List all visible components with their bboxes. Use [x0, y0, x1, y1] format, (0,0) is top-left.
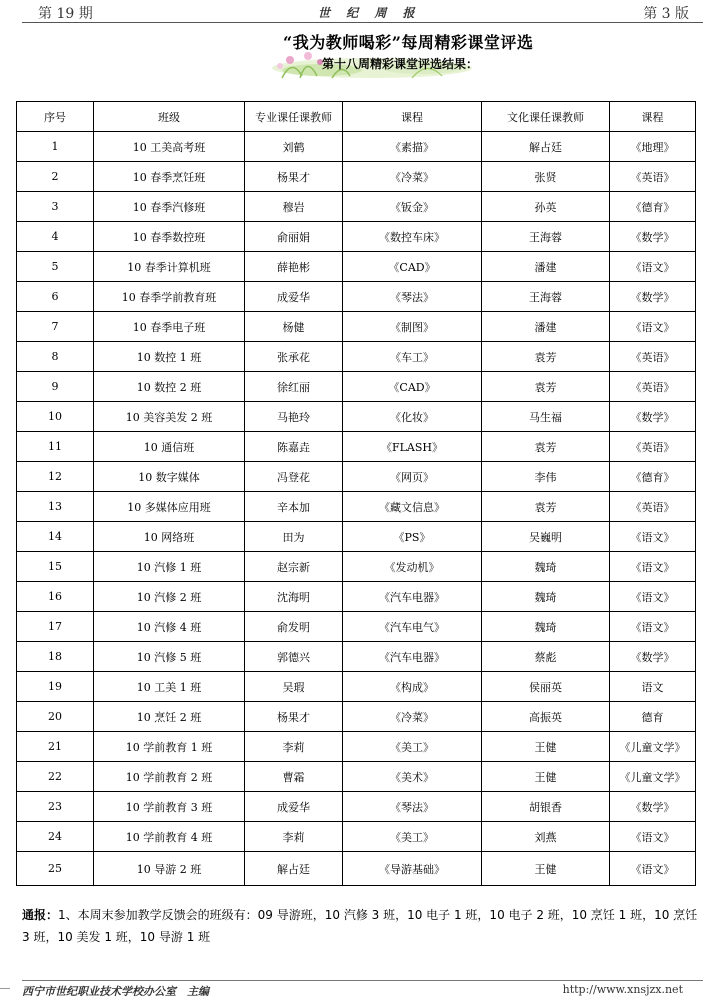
- table-cell: 郭德兴: [245, 642, 343, 672]
- table-row: [17, 672, 696, 702]
- table-cell: 薛艳彬: [245, 252, 343, 282]
- row-number-cell: 25: [17, 852, 94, 886]
- table-cell: 《CAD》: [343, 252, 482, 282]
- column-header: 班级: [94, 102, 245, 132]
- table-cell: 张承花: [245, 342, 343, 372]
- table-cell: 李莉: [245, 822, 343, 852]
- table-row: [17, 312, 696, 342]
- footer-rule: [22, 980, 703, 981]
- table-cell: 袁芳: [482, 432, 610, 462]
- table-cell: 10 汽修 4 班: [94, 612, 245, 642]
- table-cell: 10 数控 2 班: [94, 372, 245, 402]
- table-cell: 《数控车床》: [343, 222, 482, 252]
- table-cell: 《语文》: [610, 312, 696, 342]
- footer-url: http://www.xnsjzx.net: [562, 983, 683, 996]
- table-row: [17, 342, 696, 372]
- table-cell: 蔡彪: [482, 642, 610, 672]
- table-cell: 《网页》: [343, 462, 482, 492]
- table-cell: 《语文》: [610, 612, 696, 642]
- results-table: [16, 101, 696, 886]
- table-cell: 《数学》: [610, 792, 696, 822]
- page-header: [0, 0, 711, 22]
- footer-org: 西宁市世纪职业技术学校办公室 主编: [22, 985, 209, 998]
- header-rule: [22, 22, 703, 23]
- row-number-cell: 18: [17, 642, 94, 672]
- table-cell: 高振英: [482, 702, 610, 732]
- table-cell: 《语文》: [610, 822, 696, 852]
- row-number-cell: 15: [17, 552, 94, 582]
- table-cell: 王海蓉: [482, 282, 610, 312]
- table-cell: 《车工》: [343, 342, 482, 372]
- notice-paragraph: [22, 904, 702, 948]
- table-cell: 《汽车电气》: [343, 612, 482, 642]
- table-row: [17, 222, 696, 252]
- table-cell: 《语文》: [610, 582, 696, 612]
- table-row: [17, 162, 696, 192]
- table-cell: 10 春季学前教育班: [94, 282, 245, 312]
- table-cell: 胡银香: [482, 792, 610, 822]
- table-cell: 《FLASH》: [343, 432, 482, 462]
- notice-text: 1、本周末参加教学反馈会的班级有：09 导游班，10 汽修 3 班，10 电子 1 班，10 电子 2 班，10 烹饪 1 班，10 烹饪 3 班，10 美发 1 班，10 导游 1 班: [22, 908, 698, 944]
- table-cell: 杨果才: [245, 162, 343, 192]
- table-cell: 10 学前教育 3 班: [94, 792, 245, 822]
- row-number-cell: 3: [17, 192, 94, 222]
- table-cell: 10 通信班: [94, 432, 245, 462]
- row-number-cell: 5: [17, 252, 94, 282]
- table-cell: 10 导游 2 班: [94, 852, 245, 886]
- table-cell: 《英语》: [610, 372, 696, 402]
- footer-tick: [0, 988, 10, 989]
- table-cell: 《英语》: [610, 342, 696, 372]
- table-cell: 《冷菜》: [343, 702, 482, 732]
- table-cell: 王健: [482, 732, 610, 762]
- table-cell: 10 工美高考班: [94, 132, 245, 162]
- table-row: [17, 762, 696, 792]
- table-row: [17, 192, 696, 222]
- table-row: [17, 522, 696, 552]
- table-cell: 《数学》: [610, 282, 696, 312]
- table-cell: 《琴法》: [343, 792, 482, 822]
- table-cell: 侯丽英: [482, 672, 610, 702]
- table-cell: 魏琦: [482, 612, 610, 642]
- row-number-cell: 14: [17, 522, 94, 552]
- table-cell: 俞丽娟: [245, 222, 343, 252]
- table-cell: 10 汽修 5 班: [94, 642, 245, 672]
- column-header: 课程: [610, 102, 696, 132]
- table-row: [17, 252, 696, 282]
- table-cell: 10 春季烹饪班: [94, 162, 245, 192]
- table-row: [17, 432, 696, 462]
- table-cell: 《德育》: [610, 462, 696, 492]
- table-cell: 沈海明: [245, 582, 343, 612]
- issue-number: 第 19 期: [38, 6, 93, 22]
- table-header-row: [17, 102, 696, 132]
- table-row: [17, 492, 696, 522]
- page-title: “我为教师喝彩”每周精彩课堂评选: [283, 33, 534, 52]
- table-cell: 10 数字媒体: [94, 462, 245, 492]
- table-cell: 《数学》: [610, 222, 696, 252]
- table-cell: 王健: [482, 852, 610, 886]
- table-cell: 刘燕: [482, 822, 610, 852]
- table-cell: 李伟: [482, 462, 610, 492]
- table-cell: 《儿童文学》: [610, 762, 696, 792]
- masthead: 世 纪 周 报: [318, 6, 421, 20]
- row-number-cell: 21: [17, 732, 94, 762]
- table-cell: 《英语》: [610, 162, 696, 192]
- table-cell: 《英语》: [610, 492, 696, 522]
- table-cell: 10 美容美发 2 班: [94, 402, 245, 432]
- table-row: [17, 612, 696, 642]
- table-cell: 《美工》: [343, 732, 482, 762]
- table-cell: 徐红丽: [245, 372, 343, 402]
- row-number-cell: 1: [17, 132, 94, 162]
- table-cell: 《地理》: [610, 132, 696, 162]
- row-number-cell: 7: [17, 312, 94, 342]
- table-cell: 《儿童文学》: [610, 732, 696, 762]
- table-cell: 俞发明: [245, 612, 343, 642]
- table-cell: 《数学》: [610, 402, 696, 432]
- table-cell: 陈嘉垚: [245, 432, 343, 462]
- row-number-cell: 9: [17, 372, 94, 402]
- column-header: 专业课任课教师: [245, 102, 343, 132]
- table-cell: 《藏文信息》: [343, 492, 482, 522]
- table-cell: 成爱华: [245, 792, 343, 822]
- table-cell: 《语文》: [610, 522, 696, 552]
- row-number-cell: 4: [17, 222, 94, 252]
- table-cell: 刘鹤: [245, 132, 343, 162]
- table-cell: 《德育》: [610, 192, 696, 222]
- notice-label: 通报：: [22, 908, 59, 922]
- table-cell: 《导游基础》: [343, 852, 482, 886]
- table-cell: 《PS》: [343, 522, 482, 552]
- table-cell: 10 春季计算机班: [94, 252, 245, 282]
- table-cell: 张贤: [482, 162, 610, 192]
- row-number-cell: 20: [17, 702, 94, 732]
- row-number-cell: 12: [17, 462, 94, 492]
- table-cell: 袁芳: [482, 372, 610, 402]
- table-cell: 10 春季汽修班: [94, 192, 245, 222]
- table-cell: 《语文》: [610, 552, 696, 582]
- table-row: [17, 462, 696, 492]
- table-cell: 10 烹饪 2 班: [94, 702, 245, 732]
- table-cell: 潘建: [482, 252, 610, 282]
- table-cell: 10 多媒体应用班: [94, 492, 245, 522]
- table-cell: 马生福: [482, 402, 610, 432]
- table-cell: 曹霜: [245, 762, 343, 792]
- table-cell: 10 工美 1 班: [94, 672, 245, 702]
- table-cell: 魏琦: [482, 582, 610, 612]
- table-cell: 《美术》: [343, 762, 482, 792]
- row-number-cell: 6: [17, 282, 94, 312]
- table-cell: 穆岩: [245, 192, 343, 222]
- table-cell: 《汽车电器》: [343, 582, 482, 612]
- page-subtitle: 第十八周精彩课堂评选结果：: [322, 57, 479, 71]
- table-cell: 袁芳: [482, 342, 610, 372]
- column-header: 课程: [343, 102, 482, 132]
- table-row: [17, 642, 696, 672]
- column-header: 序号: [17, 102, 94, 132]
- table-cell: 10 数控 1 班: [94, 342, 245, 372]
- table-cell: 袁芳: [482, 492, 610, 522]
- table-cell: 10 汽修 1 班: [94, 552, 245, 582]
- table-cell: 赵宗新: [245, 552, 343, 582]
- table-cell: 《素描》: [343, 132, 482, 162]
- table-cell: 解占廷: [482, 132, 610, 162]
- table-cell: 《琴法》: [343, 282, 482, 312]
- row-number-cell: 13: [17, 492, 94, 522]
- table-cell: 《语文》: [610, 252, 696, 282]
- table-cell: 吴巍明: [482, 522, 610, 552]
- table-row: [17, 132, 696, 162]
- table-cell: 10 学前教育 2 班: [94, 762, 245, 792]
- table-cell: 《汽车电器》: [343, 642, 482, 672]
- table-cell: 《英语》: [610, 432, 696, 462]
- table-cell: 《CAD》: [343, 372, 482, 402]
- table-cell: 《语文》: [610, 852, 696, 886]
- table-cell: 潘建: [482, 312, 610, 342]
- row-number-cell: 10: [17, 402, 94, 432]
- table-cell: 王健: [482, 762, 610, 792]
- row-number-cell: 23: [17, 792, 94, 822]
- table-cell: 10 春季数控班: [94, 222, 245, 252]
- table-row: [17, 792, 696, 822]
- table-cell: 10 学前教育 1 班: [94, 732, 245, 762]
- table-cell: 辛本加: [245, 492, 343, 522]
- table-cell: 田为: [245, 522, 343, 552]
- table-cell: 《发动机》: [343, 552, 482, 582]
- table-cell: 德育: [610, 702, 696, 732]
- row-number-cell: 16: [17, 582, 94, 612]
- row-number-cell: 8: [17, 342, 94, 372]
- table-cell: 杨健: [245, 312, 343, 342]
- table-cell: 孙英: [482, 192, 610, 222]
- table-cell: 魏琦: [482, 552, 610, 582]
- table-cell: 杨果才: [245, 702, 343, 732]
- row-number-cell: 19: [17, 672, 94, 702]
- table-cell: 《构成》: [343, 672, 482, 702]
- table-cell: 成爱华: [245, 282, 343, 312]
- table-cell: 吴瑕: [245, 672, 343, 702]
- table-cell: 解占廷: [245, 852, 343, 886]
- column-header: 文化课任课教师: [482, 102, 610, 132]
- table-cell: 冯登花: [245, 462, 343, 492]
- table-cell: 王海蓉: [482, 222, 610, 252]
- row-number-cell: 17: [17, 612, 94, 642]
- table-cell: 10 春季电子班: [94, 312, 245, 342]
- table-cell: 10 网络班: [94, 522, 245, 552]
- row-number-cell: 11: [17, 432, 94, 462]
- table-cell: 《制图》: [343, 312, 482, 342]
- table-cell: 10 学前教育 4 班: [94, 822, 245, 852]
- table-row: [17, 282, 696, 312]
- table-cell: 马艳玲: [245, 402, 343, 432]
- table-row: [17, 702, 696, 732]
- table-cell: 《钣金》: [343, 192, 482, 222]
- table-row: [17, 552, 696, 582]
- page-number: 第 3 版: [643, 6, 689, 22]
- table-cell: 10 汽修 2 班: [94, 582, 245, 612]
- table-row: [17, 852, 696, 886]
- table-row: [17, 582, 696, 612]
- row-number-cell: 2: [17, 162, 94, 192]
- row-number-cell: 24: [17, 822, 94, 852]
- row-number-cell: 22: [17, 762, 94, 792]
- table-cell: 《数学》: [610, 642, 696, 672]
- table-row: [17, 372, 696, 402]
- table-row: [17, 822, 696, 852]
- table-cell: 《冷菜》: [343, 162, 482, 192]
- table-row: [17, 732, 696, 762]
- table-row: [17, 402, 696, 432]
- table-cell: 《化妆》: [343, 402, 482, 432]
- table-cell: 语文: [610, 672, 696, 702]
- table-cell: 《美工》: [343, 822, 482, 852]
- table-cell: 李莉: [245, 732, 343, 762]
